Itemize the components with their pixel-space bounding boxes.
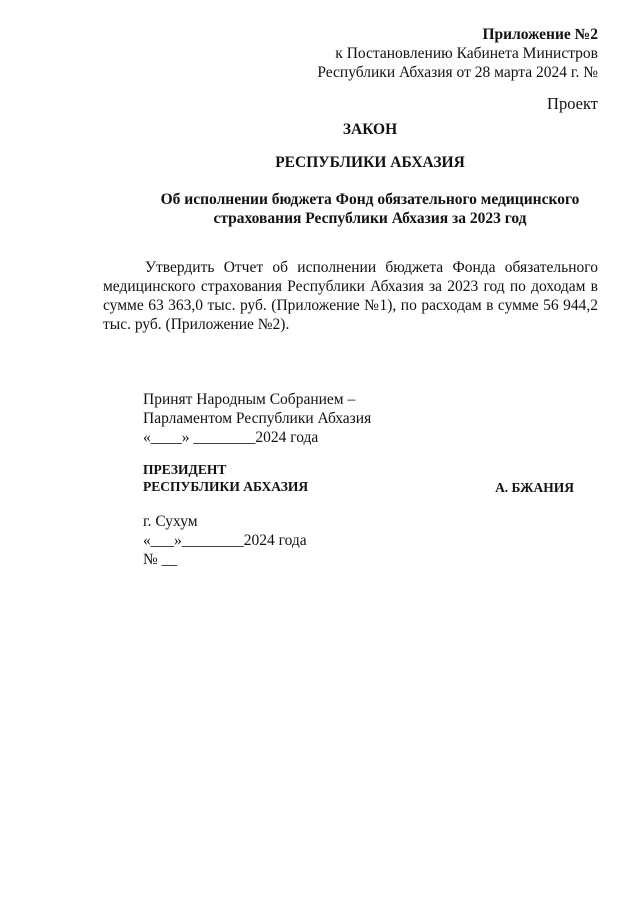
signer-name: А. БЖАНИЯ <box>495 480 574 495</box>
place-date: «___»________2024 года <box>143 532 307 549</box>
president-line-1: ПРЕЗИДЕНТ <box>143 462 227 477</box>
adoption-line-1: Принят Народным Собранием – <box>143 391 356 408</box>
place-number: № __ <box>143 551 178 568</box>
place-city: г. Сухум <box>143 513 198 530</box>
adoption-block <box>143 390 371 447</box>
place-date-block <box>143 512 307 569</box>
president-title <box>143 461 308 495</box>
appendix-number: Приложение №2 <box>482 26 598 43</box>
law-title: ЗАКОН <box>342 121 398 138</box>
subject-line-2: страхования Республики Абхазия за 2023 год <box>213 210 527 227</box>
republic-title: РЕСПУБЛИКИ АБХАЗИЯ <box>275 154 465 171</box>
adoption-line-2: Парламентом Республики Абхазия <box>143 410 372 427</box>
subject-line-1: Об исполнении бюджета Фонд обязательного медицинского <box>160 191 580 208</box>
president-line-2: РЕСПУБЛИКИ АБХАЗИЯ <box>143 479 309 494</box>
law-body-text: Утвердить Отчет об исполнении бюджета Фонда обязательного медицинского страхования Республики Абхазия за 2023 год по доходам в сумме 63 363,0 тыс. руб. (Приложение №1), по расходам в сумме 56 944,2 тыс. руб. (Приложение №2). <box>103 259 598 333</box>
adoption-date: «____» ________2024 года <box>143 429 319 446</box>
appendix-header <box>317 25 598 82</box>
draft-label: Проект <box>547 94 598 113</box>
law-subject <box>150 190 590 228</box>
appendix-line-1: к Постановлению Кабинета Министров <box>335 45 598 62</box>
appendix-line-2: Республики Абхазия от 28 марта 2024 г. № <box>317 64 598 81</box>
